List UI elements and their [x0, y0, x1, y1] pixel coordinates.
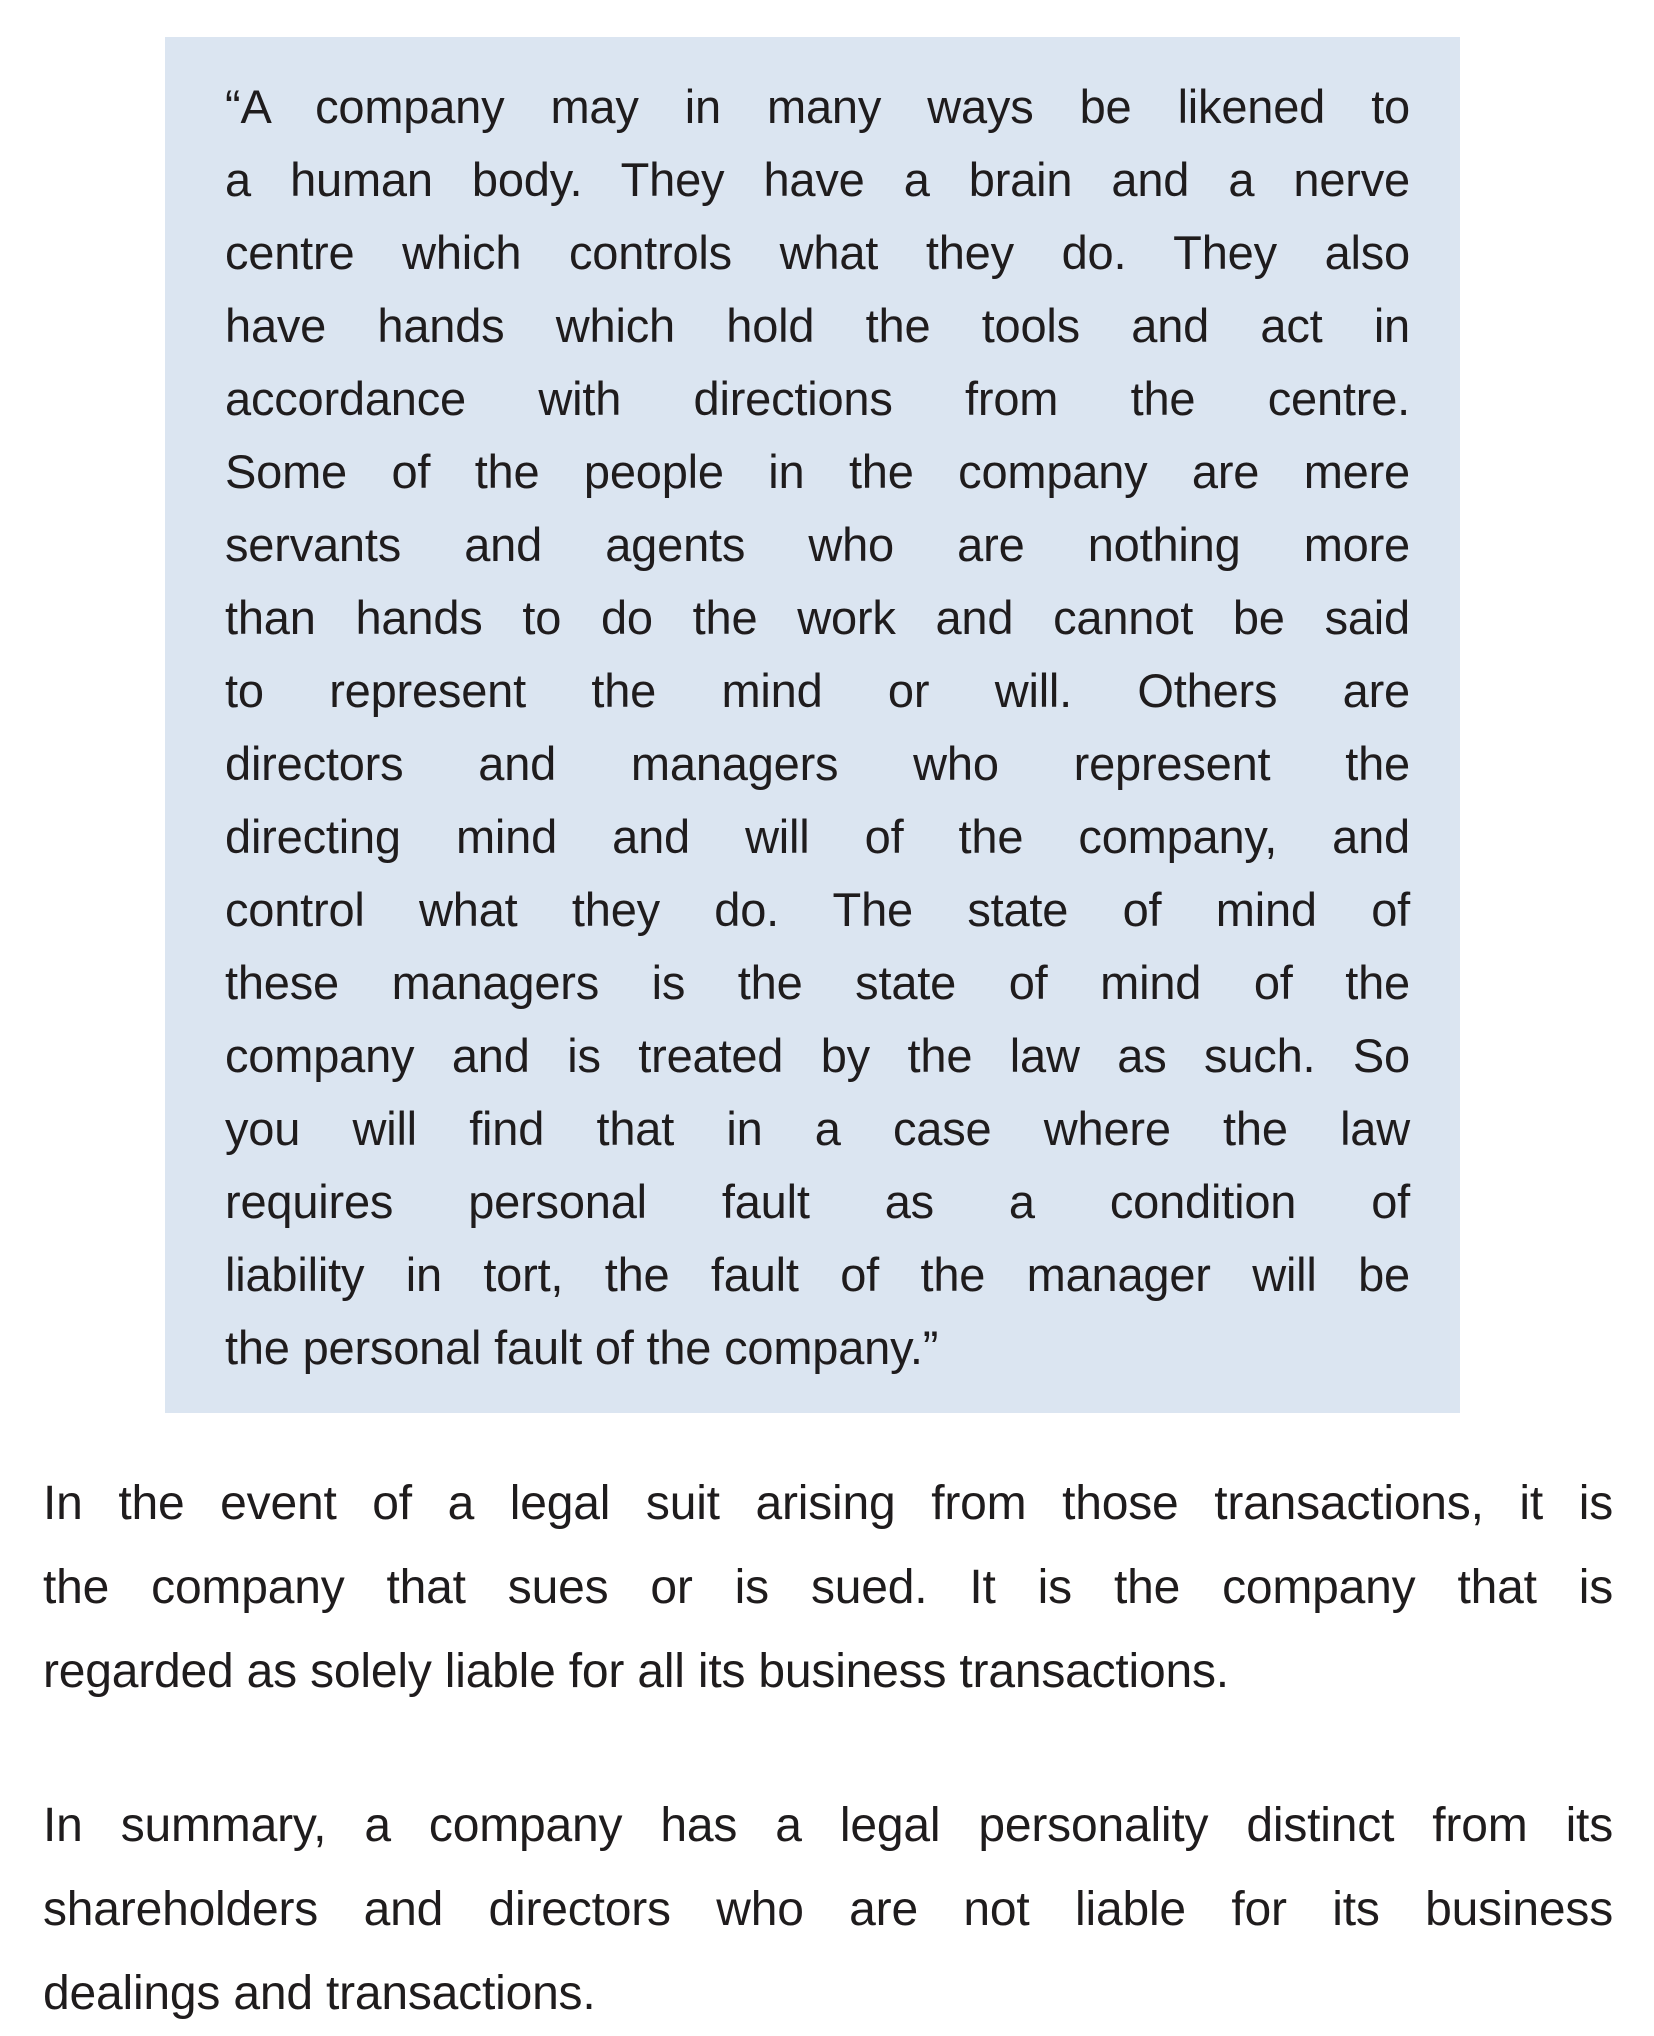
paragraph-line: In summary, a company has a legal personality distinct from its — [43, 1799, 1613, 1852]
quote-line: than hands to do the work and cannot be said — [225, 591, 1410, 644]
quote-line: have hands which hold the tools and act in — [225, 299, 1410, 352]
paragraph-line: dealings and transactions. — [43, 1967, 596, 2020]
quote-line: to represent the mind or will. Others are — [225, 664, 1410, 717]
quote-line: company and is treated by the law as such. So — [225, 1029, 1410, 1082]
quote-line: control what they do. The state of mind of — [225, 883, 1410, 936]
quote-line: directing mind and will of the company, and — [225, 810, 1410, 863]
quote-line: you will find that in a case where the law — [225, 1102, 1410, 1155]
quote-line: the personal fault of the company.” — [225, 1321, 939, 1374]
quote-line: these managers is the state of mind of the — [225, 956, 1410, 1009]
paragraph-line: regarded as solely liable for all its business transactions. — [43, 1645, 1229, 1698]
quote-line: “A company may in many ways be likened to — [225, 80, 1410, 133]
quote-line: centre which controls what they do. They also — [225, 226, 1410, 279]
paragraph-line: In the event of a legal suit arising from those transactions, it is — [43, 1477, 1613, 1530]
quote-line: a human body. They have a brain and a nerve — [225, 153, 1410, 206]
paragraph-summary — [43, 1784, 1613, 2036]
quote-box — [165, 37, 1460, 1413]
quote-line: directors and managers who represent the — [225, 737, 1410, 790]
quote-line: Some of the people in the company are mere — [225, 445, 1410, 498]
quote-line: servants and agents who are nothing more — [225, 518, 1410, 571]
quote-line: accordance with directions from the centre. — [225, 372, 1410, 425]
paragraph-legal-suit — [43, 1462, 1613, 1714]
paragraph-line: shareholders and directors who are not liable for its business — [43, 1883, 1613, 1936]
quote-line: liability in tort, the fault of the manager will be — [225, 1248, 1410, 1301]
quote-line: requires personal fault as a condition of — [225, 1175, 1410, 1228]
paragraph-line: the company that sues or is sued. It is the company that is — [43, 1561, 1613, 1614]
